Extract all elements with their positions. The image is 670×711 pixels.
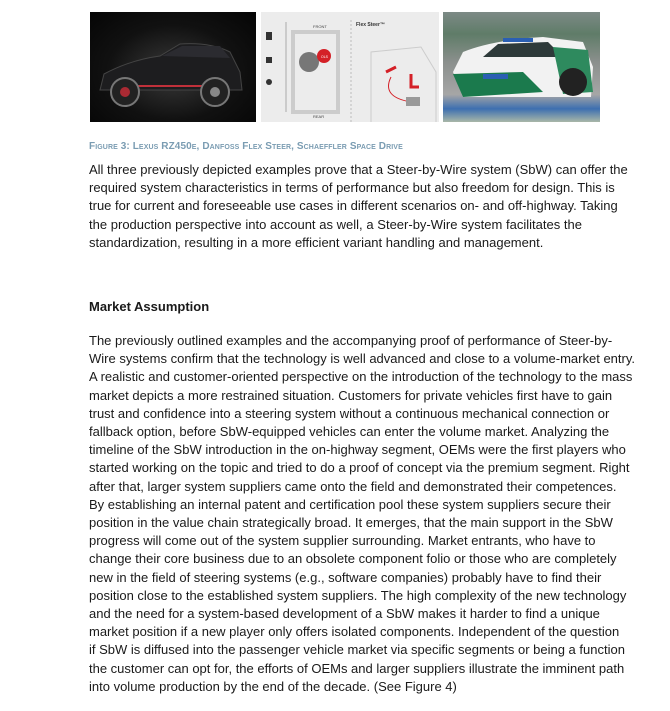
text-line: fallback option, before SbW-equipped vehicles can enter the volume market. Analyzing the [89,424,610,440]
text-line: and the need for a system-based development of a SbW makes it harder to find a unique [89,606,600,622]
text-line: A realistic and customer-oriented perspective on the introduction of the technology to the mass [89,369,633,385]
text-line: position close to the established system suppliers. The high complexity of the new technology [89,587,627,603]
market-assumption-paragraph [89,332,635,696]
text-line: market depicts a more restrained situation. Customers for private vehicles first have to gain [89,387,613,403]
text-line: timeline of the SbW introduction in the on-highway segment, OEMs were the first players who [89,442,626,458]
section-heading: Market Assumption [89,299,210,314]
text-line: if SbW is diffused into the passenger vehicle market via specific segments or being a function [89,642,625,658]
text-line: standardization, resulting in a more efficient variant handling and management. [89,234,544,250]
text-line: required system characteristics in terms of performance but also freedom for design. This is [89,180,615,196]
diagram-front-label: FRONT [313,24,327,29]
text-line: progress will come out of the system supplier surrounding. Market entrants, who have to [89,533,596,549]
figure-caption: Figure 3: Lexus RZ450e, Danfoss Flex Steer, Schaeffler Space Drive [89,141,403,152]
text-line: the production perspective into account as well, a Steer-by-Wire system facilitates the [89,216,582,232]
text-line: change their core business due to an obsolete component folio or those who are completely [89,551,617,567]
text-line: true for current and foreseeable use cases in different scenarios on- and off-highway. Taking [89,198,618,214]
text-line: trust and confidence into a steering system without a continuous mechanical connection or [89,405,610,421]
text-line: market position if a new player only offers isolated components. Independent of the question [89,624,620,640]
text-line: into volume production by the end of the decade. (See Figure 4) [89,678,457,694]
danfoss-flex-steer-diagram [261,12,439,122]
diagram-title: Flex Steer™ [356,22,385,28]
text-line: new in the field of steering systems (e.g., software companies) probably have to find their [89,569,602,585]
intro-paragraph [89,161,628,252]
diagram-badge: OLS [321,55,329,59]
text-line: the customer can opt for, the efforts of OEMs and larger suppliers illustrate the imminent path [89,660,625,676]
text-line: By establishing an internal patent and certification pool these system suppliers secure their [89,496,611,512]
text-line: position in the value chain strategically broad. It emerges, that the main support in the SbW [89,515,613,531]
schaeffler-space-drive-race-car-image [443,12,600,122]
text-line: after that, larger system suppliers came onto the field and demonstrated their competences. [89,478,617,494]
lexus-rz450e-image [90,12,256,122]
text-line: The previously outlined examples and the accompanying proof of performance of Steer-by- [89,333,613,348]
text-line: started working on the topic and tried to do a proof of concept via the premium segment. Right [89,460,630,476]
diagram-rear-label: REAR [313,114,325,119]
text-line: All three previously depicted examples prove that a Steer-by-Wire system (SbW) can offer the [89,162,628,177]
text-line: Wire systems confirm that the technology is well advanced and close to a volume-market entry. [89,351,635,367]
